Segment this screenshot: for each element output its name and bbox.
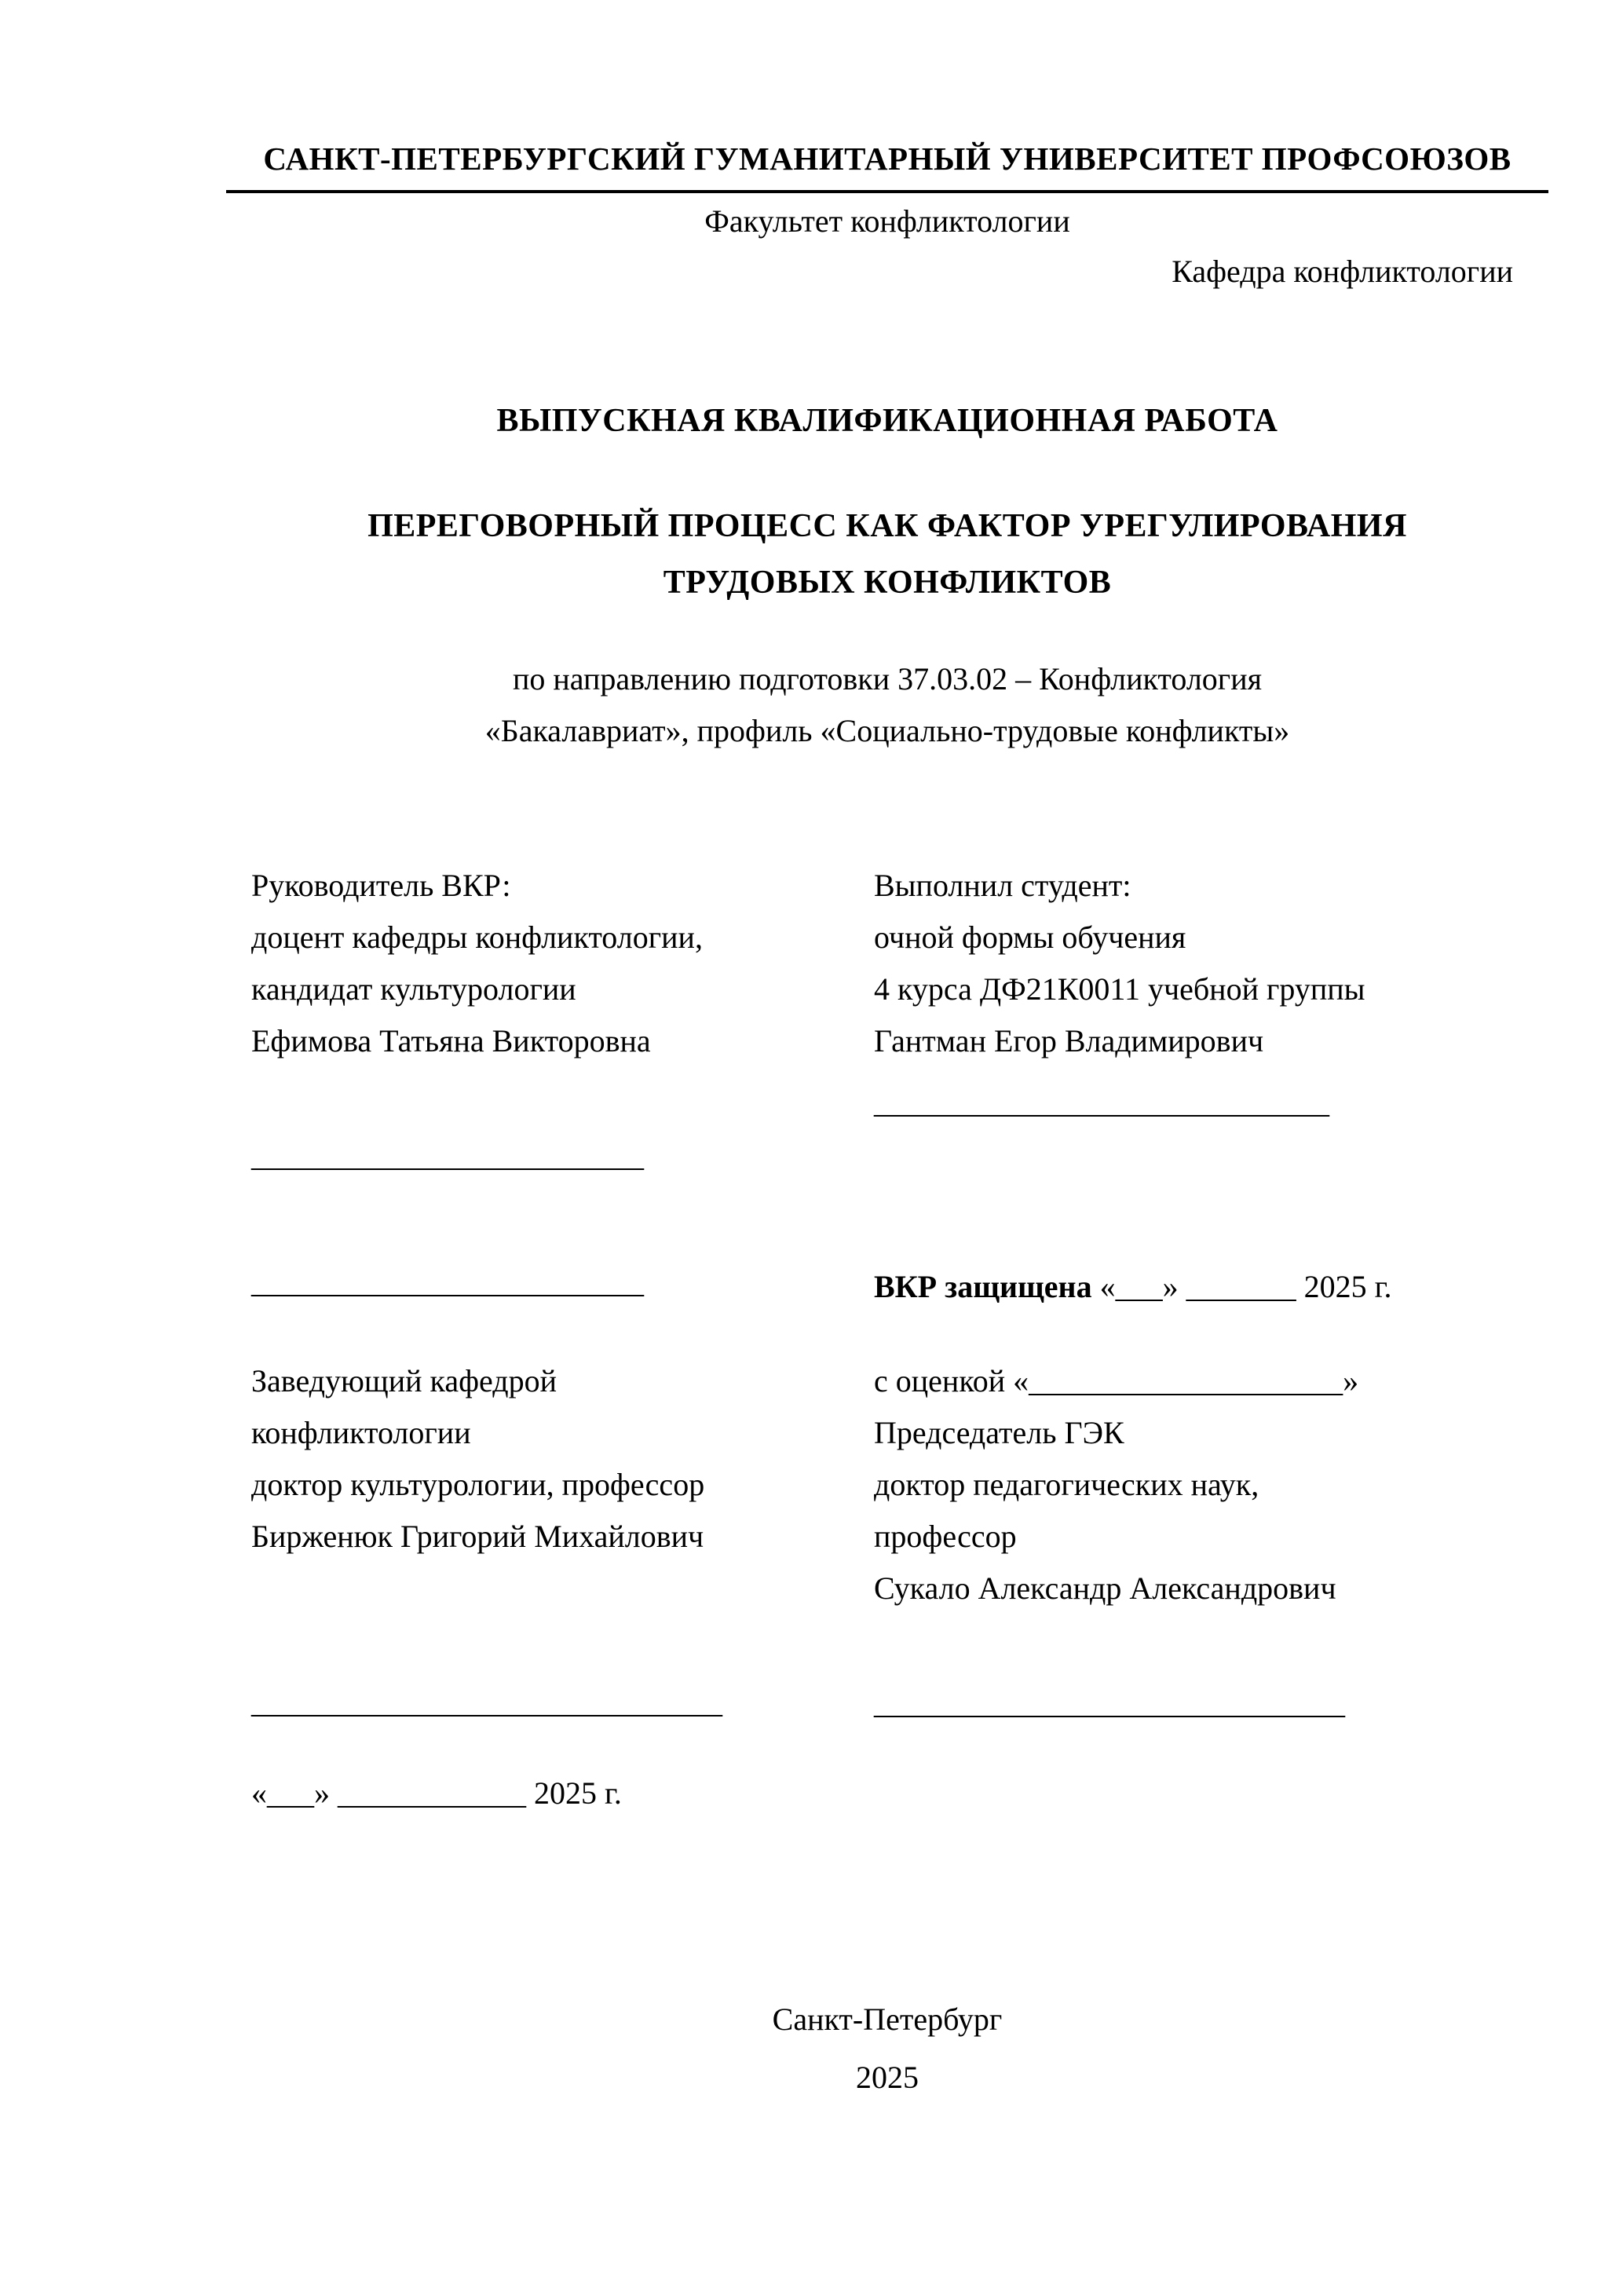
- defense-committee-block: [874, 1355, 1588, 1614]
- committee-chair-label: Председатель ГЭК: [874, 1415, 1124, 1450]
- program-direction: по направлению подготовки 37.03.02 – Конфликтология: [512, 661, 1263, 696]
- department-head-title-line2: конфликтологии: [251, 1415, 471, 1450]
- department-name: Кафедра конфликтологии: [1172, 254, 1513, 289]
- department-head-block: [251, 1355, 864, 1563]
- supervisor-signature-line-1: _________________________: [251, 1138, 644, 1173]
- department-head-signature-line: ______________________________: [251, 1684, 722, 1720]
- student-signature-line: _____________________________: [874, 1084, 1329, 1120]
- supervisor-signature-line-2: _________________________: [251, 1264, 644, 1300]
- footer-year: 2025: [856, 2060, 919, 2095]
- defense-date-rest: «___» _______ 2025 г.: [1091, 1269, 1392, 1304]
- supervisor-degree: кандидат культурологии: [251, 971, 576, 1007]
- work-type-heading: ВЫПУСКНАЯ КВАЛИФИКАЦИОННАЯ РАБОТА: [496, 403, 1278, 439]
- defense-date-label: ВКР защищена: [874, 1269, 1092, 1304]
- program-info: [226, 653, 1548, 757]
- department-head-name: Бирженюк Григорий Михайлович: [251, 1519, 704, 1554]
- defense-date-line: [874, 1261, 1588, 1313]
- committee-chair-signature-line: ______________________________: [874, 1685, 1345, 1720]
- footer-city: Санкт-Петербург: [772, 2002, 1003, 2037]
- supervisor-name: Ефимова Татьяна Викторовна: [251, 1023, 651, 1058]
- committee-chair-degree-line1: доктор педагогических наук,: [874, 1467, 1259, 1502]
- right-column: [874, 860, 1588, 1729]
- committee-chair-degree-line2: профессор: [874, 1519, 1017, 1554]
- thesis-title-line1: ПЕРЕГОВОРНЫЙ ПРОЦЕСС КАК ФАКТОР УРЕГУЛИРОВАНИЯ: [367, 508, 1407, 544]
- department-head-title-line1: Заведующий кафедрой: [251, 1363, 557, 1398]
- supervisor-position: доцент кафедры конфликтологии,: [251, 919, 703, 955]
- left-column: [251, 860, 864, 1819]
- defense-grade-line: с оценкой «____________________»: [874, 1363, 1359, 1398]
- thesis-title: [226, 498, 1548, 611]
- program-profile: «Бакалавриат», профиль «Социально-трудовые конфликты»: [484, 713, 1290, 748]
- student-label: Выполнил студент:: [874, 868, 1131, 903]
- supervisor-block: [251, 860, 864, 1067]
- student-form: очной формы обучения: [874, 919, 1186, 955]
- approval-date-line: «___» ____________ 2025 г.: [251, 1775, 622, 1811]
- student-group: 4 курса ДФ21К0011 учебной группы: [874, 971, 1365, 1007]
- department-head-degree: доктор культурологии, профессор: [251, 1467, 705, 1502]
- thesis-title-line2: ТРУДОВЫХ КОНФЛИКТОВ: [663, 565, 1112, 601]
- student-block: [874, 860, 1588, 1067]
- faculty-name: Факультет конфликтологии: [704, 203, 1070, 239]
- student-name: Гантман Егор Владимирович: [874, 1023, 1264, 1058]
- university-name: САНКТ-ПЕТЕРБУРГСКИЙ ГУМАНИТАРНЫЙ УНИВЕРСИТЕТ ПРОФСОЮЗОВ: [226, 140, 1548, 193]
- supervisor-label: Руководитель ВКР:: [251, 868, 511, 903]
- committee-chair-name: Сукало Александр Александрович: [874, 1570, 1336, 1606]
